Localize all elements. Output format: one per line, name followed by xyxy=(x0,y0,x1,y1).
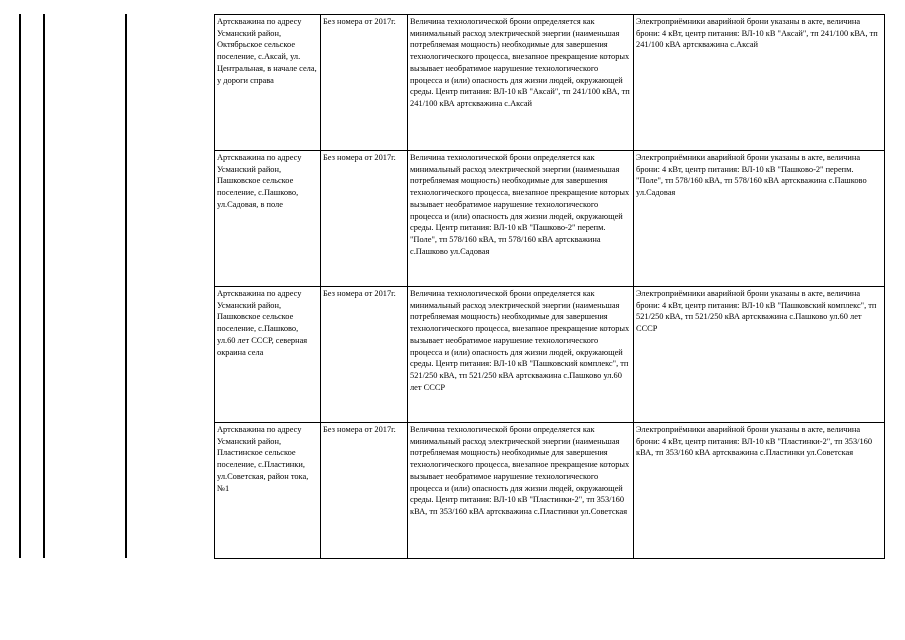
number-cell: Без номера от 2017г. xyxy=(321,151,408,287)
table-row xyxy=(215,423,885,559)
location-cell: Артскважина по адресу Усманский район, Пластинское сельское поселение, с.Пластинки, ул.Советская, район тока, №1 xyxy=(215,423,321,559)
description-cell: Величина технологической брони определяется как минимальный расход электрической энергии (наименьшая потребляемая мощность) необходимые для завершения технологического процесса, внезапное прекращение которых вызывает необратимое нарушение технологического процесса и (или) опасность для жизни людей, окружающей среды. Центр питания: ВЛ-10 кВ "Пашковский комплекс", тп 521/250 кВА, тп 521/250 кВА артскважина с.Пашково ул.60 лет СССР xyxy=(408,287,634,423)
number-cell: Без номера от 2017г. xyxy=(321,15,408,151)
left-border-line-2 xyxy=(43,14,45,558)
reserve-cell: Электроприёмники аварийной брони указаны в акте, величина брони: 4 кВт, центр питания: ВЛ-10 кВ "Аксай", тп 241/100 кВА, тп 241/100 кВА артскважина с.Аксай xyxy=(634,15,885,151)
table-row xyxy=(215,15,885,151)
location-cell: Артскважина по адресу Усманский район, Пашковское сельское поселение, с.Пашково, ул.60 лет СССР, северная окраина села xyxy=(215,287,321,423)
description-cell: Величина технологической брони определяется как минимальный расход электрической энергии (наименьшая потребляемая мощность) необходимые для завершения технологического процесса, внезапное прекращение которых вызывает необратимое нарушение технологического процесса и (или) опасность для жизни людей, окружающей среды. Центр питания: ВЛ-10 кВ "Аксай", тп 241/100 кВА, тп 241/100 кВА артскважина с.Аксай xyxy=(408,15,634,151)
table-row xyxy=(215,287,885,423)
reserve-cell: Электроприёмники аварийной брони указаны в акте, величина брони: 4 кВт, центр питания: ВЛ-10 кВ "Пашково-2" перепм. "Поле", тп 578/160 кВА, тп 578/160 кВА артскважина с.Пашково ул.Садовая xyxy=(634,151,885,287)
left-border-line-3 xyxy=(125,14,127,558)
location-cell: Артскважина по адресу Усманский район, Октябрьское сельское поселение, с.Аксай, ул. Центральная, в начале села, у дороги справа xyxy=(215,15,321,151)
reserve-cell: Электроприёмники аварийной брони указаны в акте, величина брони: 4 кВт, центр питания: ВЛ-10 кВ "Пашковский комплекс", тп 521/250 кВА, тп 521/250 кВА артскважина с.Пашково ул.60 лет СССР xyxy=(634,287,885,423)
description-cell: Величина технологической брони определяется как минимальный расход электрической энергии (наименьшая потребляемая мощность) необходимые для завершения технологического процесса, внезапное прекращение которых вызывает необратимое нарушение технологического процесса и (или) опасность для жизни людей, окружающей среды. Центр питания: ВЛ-10 кВ "Пластинки-2", тп 353/160 кВА, тп 353/160 кВА артскважина с.Пластинки ул.Советская xyxy=(408,423,634,559)
reserve-table xyxy=(214,14,885,559)
table-row xyxy=(215,151,885,287)
location-cell: Артскважина по адресу Усманский район, Пашковское сельское поселение, с.Пашково, ул.Садовая, в поле xyxy=(215,151,321,287)
reserve-cell: Электроприёмники аварийной брони указаны в акте, величина брони: 4 кВт, центр питания: ВЛ-10 кВ "Пластинки-2", тп 353/160 кВА, тп 353/160 кВА артскважина с.Пластинки ул.Советская xyxy=(634,423,885,559)
number-cell: Без номера от 2017г. xyxy=(321,287,408,423)
left-border-line-1 xyxy=(19,14,21,558)
number-cell: Без номера от 2017г. xyxy=(321,423,408,559)
description-cell: Величина технологической брони определяется как минимальный расход электрической энергии (наименьшая потребляемая мощность) необходимые для завершения технологического процесса, внезапное прекращение которых вызывает необратимое нарушение технологического процесса и (или) опасность для жизни людей, окружающей среды. Центр питания: ВЛ-10 кВ "Пашково-2" перепм. "Поле", тп 578/160 кВА, тп 578/160 кВА артскважина с.Пашково ул.Садовая xyxy=(408,151,634,287)
